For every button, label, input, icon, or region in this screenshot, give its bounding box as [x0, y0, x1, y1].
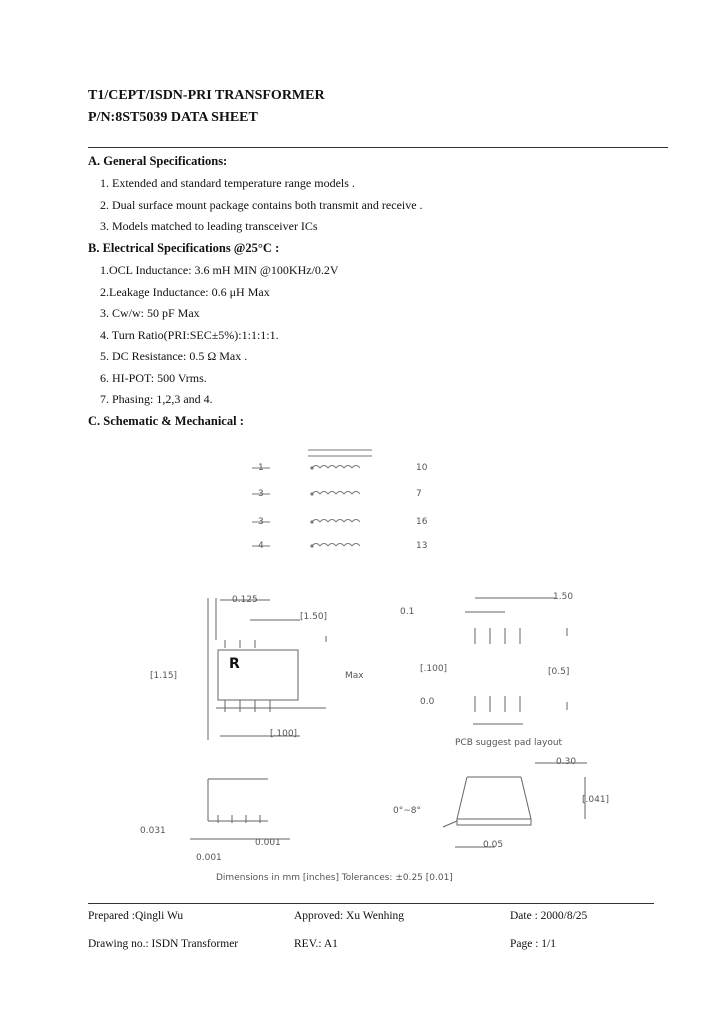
- page-number: Page : 1/1: [510, 938, 556, 950]
- mechanical-end-view: [395, 755, 625, 855]
- dim-right-low: 0.30: [556, 757, 577, 767]
- prepared-by: Prepared :Qingli Wu: [88, 910, 184, 922]
- header-divider: [88, 147, 668, 148]
- pin-left-3: 3: [258, 517, 264, 527]
- dim-right-top: 1.50: [553, 592, 574, 602]
- pin-right-4: 13: [416, 541, 428, 551]
- mechanical-top-view: [190, 590, 390, 750]
- title-line-2: P/N:8ST5039 DATA SHEET: [88, 110, 258, 125]
- dim-bottom-1: 0.031: [140, 826, 166, 836]
- dim-base: 0.05: [483, 840, 504, 850]
- section-b-item-1: 1.OCL Inductance: 3.6 mH MIN @100KHz/0.2V: [100, 263, 339, 277]
- pad-layout-label: PCB suggest pad layout: [455, 738, 563, 748]
- dim-width: [1.50]: [300, 612, 328, 622]
- pin-right-3: 16: [416, 517, 428, 527]
- pin-left-2: 3: [258, 489, 264, 499]
- dim-right-mid: [.100]: [420, 664, 448, 674]
- section-b-item-6: 6. HI-POT: 500 Vrms.: [100, 371, 207, 385]
- dim-top: 0.125: [232, 595, 258, 605]
- section-a-heading: A. General Specifications:: [88, 154, 228, 168]
- revision: REV.: A1: [294, 938, 338, 950]
- section-b-item-4: 4. Turn Ratio(PRI:SEC±5%):1:1:1:1.: [100, 328, 279, 342]
- dim-bottom-3: 0.001: [196, 853, 222, 863]
- title-line-1: T1/CEPT/ISDN-PRI TRANSFORMER: [88, 88, 325, 103]
- dim-height: [1.15]: [150, 671, 178, 681]
- units-note: Dimensions in mm [inches] Tolerances: ±0.25 [0.01]: [216, 873, 453, 883]
- dim-pitch: [.100]: [270, 729, 298, 739]
- approved-by: Approved: Xu Wenhing: [294, 910, 405, 922]
- pin-right-2: 7: [416, 489, 422, 499]
- section-b-heading: B. Electrical Specifications @25°C :: [88, 241, 280, 255]
- dim-angle: 0°~8°: [393, 806, 421, 816]
- section-b-item-5: 5. DC Resistance: 0.5 Ω Max .: [100, 349, 248, 363]
- dim-max: Max: [345, 671, 364, 681]
- date: Date : 2000/8/25: [510, 910, 588, 922]
- pin-left-4: 4: [258, 541, 264, 551]
- pin-right-1: 10: [416, 463, 428, 473]
- section-a-item-1: 1. Extended and standard temperature range models .: [100, 176, 355, 190]
- section-b-item-7: 7. Phasing: 1,2,3 and 4.: [100, 392, 213, 406]
- drawing-number: Drawing no.: ISDN Transformer: [88, 938, 239, 950]
- dim-side1: 0.1: [400, 607, 415, 617]
- chip-logo: R: [229, 656, 240, 672]
- footer-divider: [88, 903, 654, 904]
- section-b-item-3: 3. Cw/w: 50 pF Max: [100, 306, 200, 320]
- dim-bottom-2: 0.001: [255, 838, 281, 848]
- section-b-item-2: 2.Leakage Inductance: 0.6 μH Max: [100, 285, 270, 299]
- section-a-item-2: 2. Dual surface mount package contains both transmit and receive .: [100, 198, 423, 212]
- dim-lower: 0.0: [420, 697, 435, 707]
- section-c-heading: C. Schematic & Mechanical :: [88, 414, 244, 428]
- dim-right-side: [0.5]: [548, 667, 570, 677]
- dim-right-low-2: [.041]: [582, 795, 610, 805]
- section-a-item-3: 3. Models matched to leading transceiver ICs: [100, 219, 318, 233]
- pin-left-1: 1: [258, 463, 264, 473]
- mechanical-side-view: [170, 775, 350, 865]
